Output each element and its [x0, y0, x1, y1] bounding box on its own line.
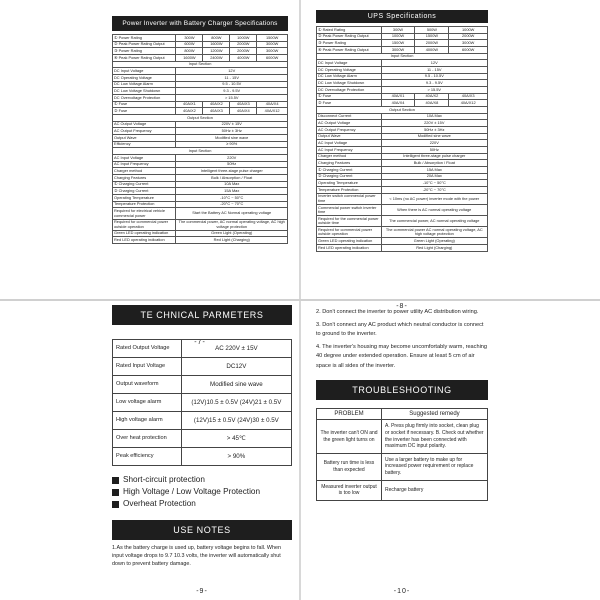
spec-value: 40A/X12 — [449, 100, 488, 107]
section-row — [113, 61, 288, 68]
extra-row — [113, 230, 288, 237]
ups-spec-table — [316, 26, 488, 252]
spec-value: > 15.5V — [381, 87, 487, 94]
spec-label: Operating Temperature — [317, 180, 382, 187]
problem-cell: Measured inverter output is too low — [317, 480, 382, 500]
output-row — [317, 167, 488, 174]
fuse-row — [317, 100, 488, 107]
section-label: Output Section — [317, 107, 488, 114]
spec-label: AC Input Voltage — [113, 155, 176, 162]
parameter-row — [113, 448, 292, 466]
spec-value: 10A Max — [381, 113, 487, 120]
spec-label: Commercial power switch inverter time — [317, 204, 382, 215]
spec-value: Bulk / Absorption / Float — [381, 160, 487, 167]
input-row — [113, 95, 288, 102]
spec-value: 220V — [176, 155, 288, 162]
spec-label: ① Fuse — [317, 93, 382, 100]
temperature-row — [113, 195, 288, 202]
spec-label: ② Charging Current — [317, 173, 382, 180]
spec-label: DC Low Voltage Alarm — [317, 73, 382, 80]
square-bullet-icon — [112, 501, 119, 508]
charger-row — [113, 181, 288, 188]
troubleshooting-row — [317, 480, 488, 500]
troubleshooting-table — [316, 408, 488, 501]
power-rating-row — [113, 48, 288, 55]
extra-row — [113, 208, 288, 219]
use-notes-paragraph: 1.As the battery charge is used up, battery voltage begins to fall. When input voltage drops to 9.7 10.3 volts, the inverter will automatically shut down to prevent battery damage. — [112, 545, 282, 568]
spec-label: Required for commercial power outside operation — [113, 219, 176, 230]
spec-value: When there is AC normal operating voltage — [381, 204, 487, 215]
spec-value: < 10ms (no AC power) inverter mode with the power — [381, 193, 487, 204]
spec-label: Temperature Protection — [113, 201, 176, 208]
spec-value: 12V — [381, 60, 487, 67]
spec-value: 40A/X3 — [203, 108, 230, 115]
spec-label: Disconnect Current — [317, 113, 382, 120]
spec-value: The commercial power AC normal operating voltage, AC high voltage protection — [381, 227, 487, 238]
parameter-label: High voltage alarm — [113, 412, 182, 430]
charger-row — [113, 175, 288, 182]
spec-label: ② Peak Power Rating Output — [113, 41, 176, 48]
spec-label: Efficiency — [113, 141, 176, 148]
input-row — [317, 67, 488, 74]
spec-label: DC Input Voltage — [113, 68, 176, 75]
spec-label: Inverter switch commercial power time — [317, 193, 382, 204]
spec-value: -20°C ~ 70°C — [176, 201, 288, 208]
extra-row — [113, 237, 288, 244]
spec-label: ① Rated Rating — [317, 27, 382, 34]
spec-value: 300W — [176, 35, 203, 42]
spec-value: 50Hz — [176, 161, 288, 168]
spec-label: DC Overvoltage Protection — [113, 95, 176, 102]
spec-value: 40A/X4 — [257, 101, 288, 108]
spec-value: Intelligent three-stage pulse charger — [176, 168, 288, 175]
output-row — [317, 173, 488, 180]
charger-row — [113, 161, 288, 168]
parameter-value: AC 220V ± 15V — [181, 340, 291, 358]
spec-label: Red LED operating indication — [317, 245, 382, 252]
parameter-row — [113, 412, 292, 430]
spec-label: Required for the commercial power outside time — [317, 216, 382, 227]
input-row — [317, 87, 488, 94]
input-row — [317, 80, 488, 87]
feature-label: Short-circuit protection — [123, 475, 205, 484]
spec-value: 12V — [176, 68, 288, 75]
technical-parameters-table — [112, 339, 292, 466]
spec-label: Green LED operating indication — [113, 230, 176, 237]
spec-value: 800W — [203, 35, 230, 42]
spec-label: ② Peak Power Rating Output — [317, 33, 382, 40]
extra-row — [317, 193, 488, 204]
spec-value: 9.5 - 10.5V — [381, 73, 487, 80]
output-row — [317, 120, 488, 127]
feature-label: High Voltage / Low Voltage Protection — [123, 487, 261, 496]
page-number-10: -10- — [393, 588, 411, 595]
spec-label: AC Input Frequency — [113, 161, 176, 168]
parameter-value: Modified sine wave — [181, 376, 291, 394]
output-row — [317, 153, 488, 160]
power-rating-row — [113, 55, 288, 62]
parameter-label: Output waveform — [113, 376, 182, 394]
input-row — [317, 73, 488, 80]
parameter-row — [113, 340, 292, 358]
spec-label: ③ Power Rating — [113, 48, 176, 55]
spec-value: 6000W — [449, 47, 488, 54]
spec-value: 11 - 15V — [176, 75, 288, 82]
power-rating-row — [317, 47, 488, 54]
spec-value: -10°C ~ 50°C — [381, 180, 487, 187]
page-10 — [316, 305, 488, 595]
use-note-2: 2. Don't connect the inverter to power utility AC distribution wiring. — [316, 309, 479, 315]
power-rating-row — [113, 35, 288, 42]
spec-value: 20A Max — [381, 173, 487, 180]
parameter-label: Low voltage alarm — [113, 394, 182, 412]
spec-value: -10°C ~ 50°C — [176, 195, 288, 202]
output-row — [317, 113, 488, 120]
output-row — [113, 141, 288, 148]
section-row — [317, 53, 488, 60]
spec-value: 4000W — [230, 55, 257, 62]
spec-value: 2400W — [203, 55, 230, 62]
feature-item — [112, 486, 292, 498]
spec-value: 1200W — [203, 48, 230, 55]
troubleshooting-header-row — [317, 408, 488, 420]
section-label: Input Section — [317, 53, 488, 60]
feature-item — [112, 498, 292, 510]
spec-value: 40A/X2 — [176, 108, 203, 115]
section-row — [113, 115, 288, 122]
spec-label: Required for commercial power outside operation — [317, 227, 382, 238]
spec-value: 220V ± 15V — [176, 121, 288, 128]
spec-value: 40A/X3 — [230, 101, 257, 108]
fuse-row — [317, 93, 488, 100]
power-rating-row — [317, 27, 488, 34]
spec-value: The commercial power, AC normal operating voltage — [381, 216, 487, 227]
spec-value: 40A/X1 — [176, 101, 203, 108]
input-row — [113, 88, 288, 95]
spec-value: 800W — [176, 48, 203, 55]
spec-value: Start the Battery AC Normal operating voltage — [176, 208, 288, 219]
spec-value: 9.5 - 10.5V — [176, 81, 288, 88]
spec-label: Green LED operating indication — [317, 238, 382, 245]
spec-value: 6000W — [257, 55, 288, 62]
spec-value: 40A/X2 — [415, 93, 449, 100]
remedy-cell: A. Press plug firmly into socket, clean plug or socket if necessary. B. Check out whether the inverter has been connected with maximum DC input polarity. — [381, 420, 487, 453]
page-number-8: -8- — [396, 303, 408, 310]
section-row — [317, 107, 488, 114]
spec-value: ≥ 90% — [176, 141, 288, 148]
power-rating-row — [317, 33, 488, 40]
spec-label: AC Output Frequency — [113, 128, 176, 135]
spec-value: 3000W — [257, 48, 288, 55]
extra-row — [317, 245, 488, 252]
extra-row — [317, 227, 488, 238]
spec-value: Bulk / Absorption / Float — [176, 175, 288, 182]
spec-label: ② Fuse — [317, 100, 382, 107]
spec-label: ② Charging Current — [113, 188, 176, 195]
spec-label: AC Output Voltage — [113, 121, 176, 128]
parameter-row — [113, 376, 292, 394]
spec-value: 40A/X12 — [257, 108, 288, 115]
spec-value: 1500W — [415, 33, 449, 40]
parameter-value: (12V)15 ± 0.5V (24V)30 ± 0.5V — [181, 412, 291, 430]
spec-label: DC Operating Voltage — [113, 75, 176, 82]
charger-row — [113, 155, 288, 162]
parameter-row — [113, 358, 292, 376]
troubleshooting-row — [317, 420, 488, 453]
output-row — [317, 127, 488, 134]
spec-value: Green Light (Operating) — [176, 230, 288, 237]
spec-label: DC Operating Voltage — [317, 67, 382, 74]
spec-label: DC Low Voltage Shutdown — [317, 80, 382, 87]
spec-value: 11 - 15V — [381, 67, 487, 74]
spec-value: The commercial power, AC normal operating voltage, AC high voltage protection — [176, 219, 288, 230]
spec-value: 1600W — [176, 55, 203, 62]
parameter-label: Peak efficiency — [113, 448, 182, 466]
temperature-row — [317, 180, 488, 187]
page-9 — [112, 305, 292, 595]
spec-value: 300W — [381, 27, 415, 34]
spec-value: 40A/X3 — [449, 93, 488, 100]
spec-label: Red LED operating indication — [113, 237, 176, 244]
problem-cell: The inverter can't ON and the green light turns on — [317, 420, 382, 453]
spec-value: 1000W — [230, 35, 257, 42]
spec-label: ④ Peak Power Rating Output — [317, 47, 382, 54]
charger-row — [113, 168, 288, 175]
spec-label: DC Input Voltage — [317, 60, 382, 67]
spec-value: Intelligent three-stage pulse charger — [381, 153, 487, 160]
use-notes-title: USE NOTES — [112, 520, 292, 540]
spec-label: Charging Features — [113, 175, 176, 182]
spec-value: 1500W — [381, 40, 415, 47]
spec-label: ④ Peak Power Rating Output — [113, 55, 176, 62]
section-row — [113, 148, 288, 155]
output-row — [317, 160, 488, 167]
spec-value: 220V — [381, 140, 487, 147]
spec-label: AC Output Voltage — [317, 120, 382, 127]
spec-value: Red Light (Charging) — [381, 245, 487, 252]
use-note-4: 4. The inverter's housing may become uncomfortably warm, reaching 40 degree under extended operation. Ensure at least 5 cm of air space is all sides of the inverter. — [316, 343, 488, 369]
spec-value: 1000W — [381, 33, 415, 40]
output-row — [113, 135, 288, 142]
page-7 — [112, 16, 288, 346]
spec-value: 40A/X4 — [230, 108, 257, 115]
spec-value: 15A Max — [381, 167, 487, 174]
page-number-9: -9- — [196, 588, 208, 595]
square-bullet-icon — [112, 477, 119, 484]
input-row — [113, 75, 288, 82]
inverter-spec-table — [112, 34, 288, 244]
spec-label: ② Fuse — [113, 108, 176, 115]
problem-cell: Battery run time is less than expected — [317, 453, 382, 480]
parameter-row — [113, 430, 292, 448]
problem-header: PROBLEM — [317, 408, 382, 420]
output-row — [317, 133, 488, 140]
troubleshooting-title: TROUBLESHOOTING — [316, 380, 488, 400]
output-row — [113, 128, 288, 135]
spec-label: ① Charging Current — [113, 181, 176, 188]
spec-label: Required for electrical vehicle commercial power — [113, 208, 176, 219]
input-row — [113, 81, 288, 88]
fuse-row — [113, 108, 288, 115]
spec-value: 3000W — [449, 40, 488, 47]
spec-value: 50Hz ± 3Hz — [176, 128, 288, 135]
spec-label: Charger method — [113, 168, 176, 175]
spec-value: 40A/X2 — [203, 101, 230, 108]
input-row — [113, 68, 288, 75]
spec-value: 15A Max — [176, 188, 288, 195]
spec-value: -20°C ~ 70°C — [381, 187, 487, 194]
technical-parameters-title: TE CHNICAL PARMETERS — [112, 305, 292, 325]
spec-value: 50Hz — [381, 147, 487, 154]
spec-value: 40A/X8 — [415, 100, 449, 107]
page-8-title: UPS Specifications — [316, 10, 488, 23]
spec-label: AC Output Frequency — [317, 127, 382, 134]
spec-label: Operating Temperature — [113, 195, 176, 202]
power-rating-row — [317, 40, 488, 47]
spec-value: 220V ± 15V — [381, 120, 487, 127]
parameter-value: (12V)10.5 ± 0.5V (24V)21 ± 0.5V — [181, 394, 291, 412]
input-row — [317, 60, 488, 67]
section-label: Input Section — [113, 61, 288, 68]
spec-value: 40A/X4 — [381, 100, 415, 107]
spec-value: 2000W — [415, 40, 449, 47]
spec-value: 4000W — [415, 47, 449, 54]
parameter-label: Rated Output Voltage — [113, 340, 182, 358]
parameter-label: Rated Input Voltage — [113, 358, 182, 376]
remedy-cell: Use a larger battery to make up for increased power requirement or replace battery. — [381, 453, 487, 480]
extra-row — [317, 216, 488, 227]
spec-value: 1600W — [203, 41, 230, 48]
temperature-row — [317, 187, 488, 194]
feature-list — [112, 474, 292, 510]
parameter-value: > 90% — [181, 448, 291, 466]
spec-label: AC Input Voltage — [317, 140, 382, 147]
spec-value: 50Hz ± 3Hz — [381, 127, 487, 134]
feature-item — [112, 474, 292, 486]
output-row — [113, 121, 288, 128]
spec-value: Red Light (Charging) — [176, 237, 288, 244]
spec-label: Output Wave — [113, 135, 176, 142]
spec-value: 10A Max — [176, 181, 288, 188]
spec-value: > 15.5V — [176, 95, 288, 102]
remedy-header: Suggested remedy — [381, 408, 487, 420]
feature-label: Overheat Protection — [123, 499, 196, 508]
spec-label: DC Overvoltage Protection — [317, 87, 382, 94]
page-8 — [316, 10, 488, 310]
spec-label: ① Power Rating — [113, 35, 176, 42]
temperature-row — [113, 201, 288, 208]
extra-row — [317, 238, 488, 245]
spec-value: 2000W — [230, 41, 257, 48]
spec-label: DC Low Voltage Alarm — [113, 81, 176, 88]
spec-value: 1000W — [449, 27, 488, 34]
spec-label: ③ Power Rating — [317, 40, 382, 47]
spec-label: Charger method — [317, 153, 382, 160]
spec-value: 3000W — [257, 41, 288, 48]
spec-value: 9.3 - 9.5V — [381, 80, 487, 87]
fuse-row — [113, 101, 288, 108]
spec-label: ① Charging Current — [317, 167, 382, 174]
charger-row — [113, 188, 288, 195]
troubleshooting-row — [317, 453, 488, 480]
spec-value: 500W — [415, 27, 449, 34]
spec-label: Temperature Protection — [317, 187, 382, 194]
spec-value: 2000W — [230, 48, 257, 55]
spec-value: 2000W — [449, 33, 488, 40]
spec-label: DC Low Voltage Shutdown — [113, 88, 176, 95]
spec-value: 1500W — [257, 35, 288, 42]
square-bullet-icon — [112, 489, 119, 496]
parameter-value: > 45℃ — [181, 430, 291, 448]
spec-value: 40A/X1 — [381, 93, 415, 100]
parameter-row — [113, 394, 292, 412]
remedy-cell: Recharge battery — [381, 480, 487, 500]
spec-value: 600W — [176, 41, 203, 48]
horizontal-fold — [0, 299, 600, 301]
extra-row — [317, 204, 488, 215]
output-row — [317, 140, 488, 147]
spec-value: Modified sine wave — [381, 133, 487, 140]
use-note-3: 3. Don't connect any AC product which neutral conductor is connect to ground to the inverter. — [316, 321, 484, 338]
spec-label: Charging Features — [317, 160, 382, 167]
spec-value: Modified sine wave — [176, 135, 288, 142]
spec-value: Green Light (Operating) — [381, 238, 487, 245]
page-number-7: -7- — [194, 339, 206, 346]
extra-row — [113, 219, 288, 230]
output-row — [317, 147, 488, 154]
spec-label: Output Wave — [317, 133, 382, 140]
section-label: Input Section — [113, 148, 288, 155]
spec-value: 3000W — [381, 47, 415, 54]
section-label: Output Section — [113, 115, 288, 122]
parameter-label: Over heat protection — [113, 430, 182, 448]
spec-value: 9.3 - 9.5V — [176, 88, 288, 95]
spec-label: ① Fuse — [113, 101, 176, 108]
spec-label: AC Input Frequency — [317, 147, 382, 154]
page-7-title: Power Inverter with Battery Charger Specifications — [112, 16, 288, 31]
parameter-value: DC12V — [181, 358, 291, 376]
power-rating-row — [113, 41, 288, 48]
